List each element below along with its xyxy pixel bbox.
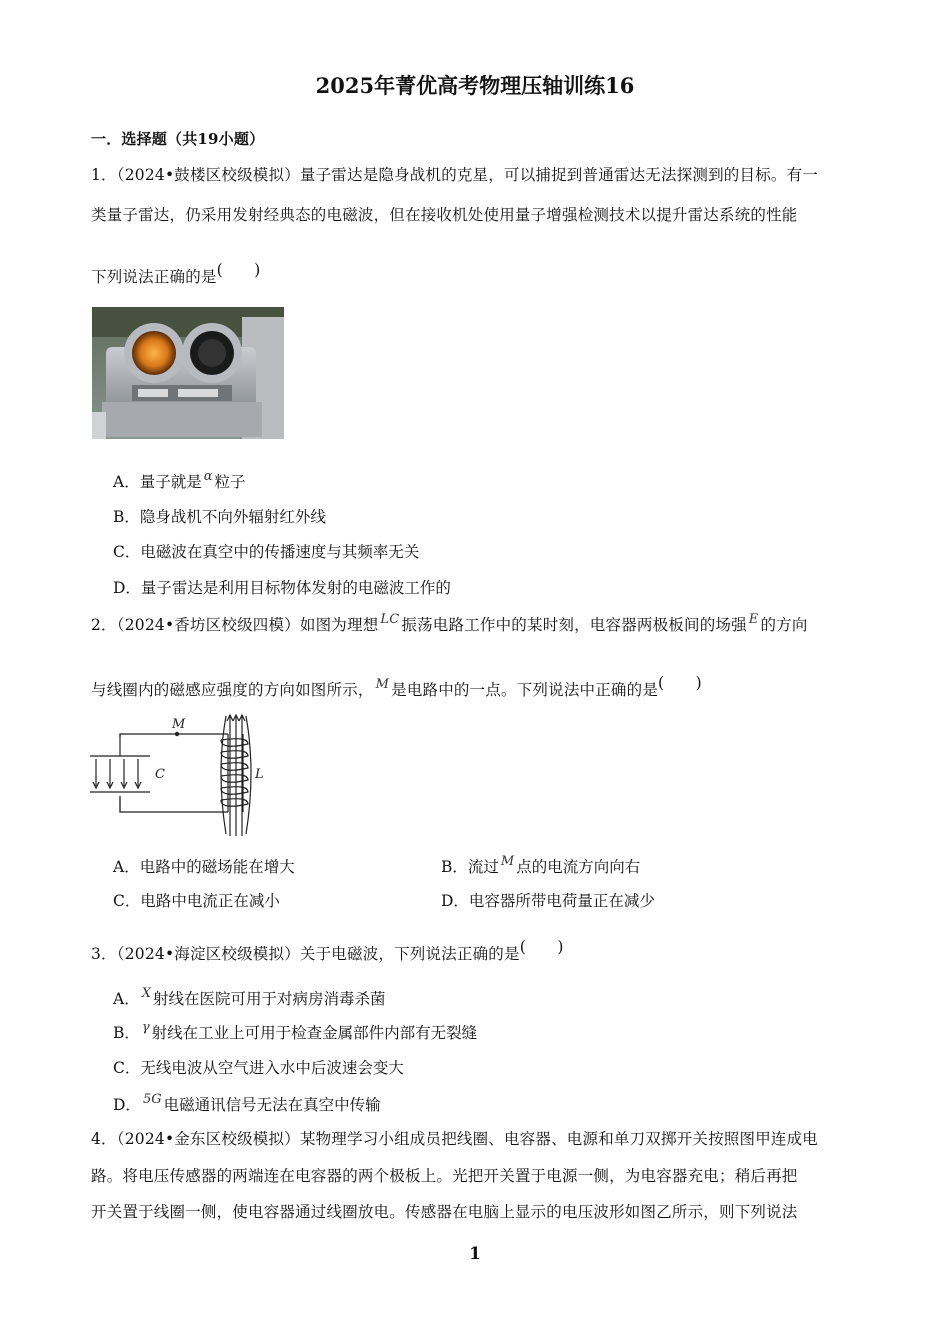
- q3-option-b: B． $^\gamma$ 射线在工业上可用于检查金属部件内部有无裂缝: [113, 1020, 478, 1042]
- q3-option-a: A． $^X$ 射线在医院可用于对病房消毒杀菌: [113, 986, 386, 1008]
- q1-line3: [91, 261, 261, 287]
- lc-circuit-diagram: [88, 712, 268, 838]
- label-c: C: [155, 767, 165, 782]
- q1-line2: 类量子雷达，仍采用发射经典态的电磁波，但在接收机处使用量子增强检测技术以提升雷达系统的性能: [91, 206, 798, 224]
- q3-line1: 3．（2024•海淀区校级模拟）关于电磁波，下列说法正确的是( ): [91, 938, 564, 963]
- q4-line1: 4．（2024•金东区校级模拟）某物理学习小组成员把线圈、电容器、电源和单刀双掷开关按照图甲连成电: [91, 1130, 819, 1148]
- q1-option-c: C．电磁波在真空中的传播速度与其频率无关: [113, 543, 420, 561]
- q4-line2: 路。将电压传感器的两端连在电容器的两个极板上。光把开关置于电源一侧，为电容器充电；稍后再把: [91, 1167, 798, 1185]
- quantum-radar-photo: [92, 307, 284, 439]
- q1-line1: 1．（2024•鼓楼区校级模拟）量子雷达是隐身战机的克星，可以捕捉到普通雷达无法探测到的目标。有一: [91, 166, 819, 184]
- q2-line2: 与线圈内的磁感应强度的方向如图所示， $^M$ 是电路中的一点。下列说法中正确的是( ): [91, 674, 702, 699]
- q2-option-c: C．电路中电流正在减小: [113, 892, 280, 910]
- q3-option-d: D． $^{5G}$ 电磁通讯信号无法在真空中传输: [113, 1092, 381, 1114]
- q1-option-b: B．隐身战机不向外辐射红外线: [113, 508, 326, 526]
- page-title: 2025年菁优高考物理压轴训练16: [315, 73, 635, 98]
- q1-option-a: A．量子就是 $^\alpha$ 粒子: [113, 469, 246, 491]
- q1-stem: 下列说法正确的是: [91, 268, 217, 286]
- answer-blank: ( ): [216, 261, 261, 279]
- label-m: M: [172, 717, 186, 732]
- answer-blank: ( ): [658, 674, 702, 692]
- label-l: L: [255, 767, 264, 782]
- q3-option-c: C．无线电波从空气进入水中后波速会变大: [113, 1059, 404, 1077]
- q1-option-d: D．量子雷达是利用目标物体发射的电磁波工作的: [113, 579, 451, 597]
- section-heading: 一．选择题（共19小题）: [91, 130, 265, 148]
- answer-blank: ( ): [519, 938, 564, 956]
- page-number: 1: [469, 1244, 481, 1264]
- q4-line3: 开关置于线圈一侧，使电容器通过线圈放电。传感器在电脑上显示的电压波形如图乙所示，则下列说法: [91, 1203, 798, 1221]
- q2-line1: 2．（2024•香坊区校级四模）如图为理想 $^{LC}$ 振荡电路工作中的某时刻，电容器两极板间的场强 $^E$ 的方向: [91, 612, 808, 634]
- q2-option-b: B．流过 $^M$ 点的电流方向向右: [441, 854, 641, 876]
- q2-option-d: D．电容器所带电荷量正在减少: [441, 892, 655, 910]
- q2-option-a: A．电路中的磁场能在增大: [113, 858, 295, 876]
- point-m-dot: [175, 732, 179, 736]
